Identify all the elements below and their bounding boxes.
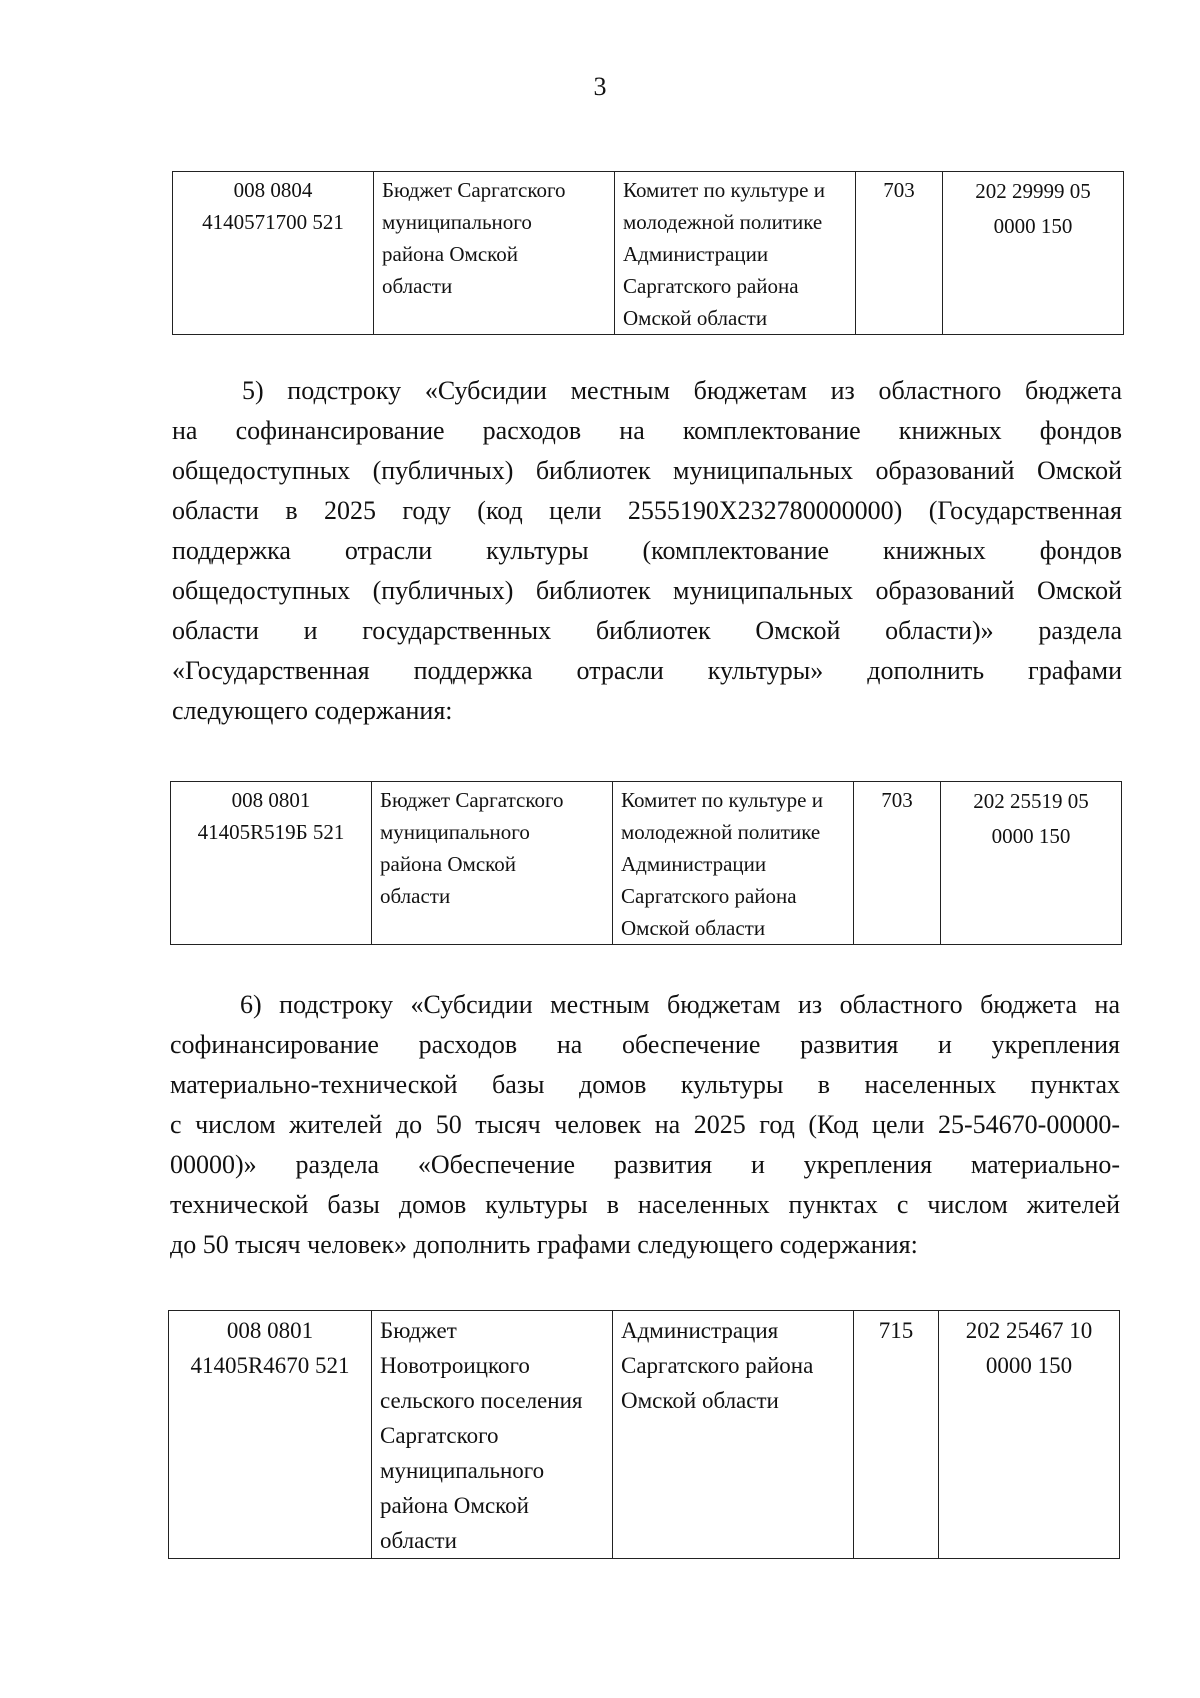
paragraph-line: софинансирование расходов на обеспечение развития и укрепления	[170, 1030, 1120, 1059]
revenue-code-cell: 202 25519 05 0000 150	[941, 782, 1122, 945]
paragraph-line: технической базы домов культуры в населенных пунктах с числом жителей	[170, 1190, 1120, 1219]
budget-table-2	[170, 781, 1122, 945]
table-row	[173, 172, 1124, 335]
budget-table-3	[168, 1310, 1120, 1559]
paragraph-line: материально-технической базы домов культуры в населенных пунктах	[170, 1070, 1120, 1099]
classification-code-cell: 008 0801 41405R519Б 521	[171, 782, 372, 945]
paragraph-item-6	[170, 985, 1120, 1265]
page-number: 3	[593, 72, 607, 101]
paragraph-line: области и государственных библиотек Омской области)» раздела	[172, 616, 1122, 645]
paragraph-line: области в 2025 году (код цели 2555190X232780000000) (Государственная	[172, 496, 1122, 525]
paragraph-line: 5) подстроку «Субсидии местным бюджетам из областного бюджета	[242, 376, 1122, 405]
paragraph-line: 6) подстроку «Субсидии местным бюджетам из областного бюджета на	[240, 990, 1120, 1019]
classification-code-cell: 008 0801 41405R4670 521	[169, 1311, 372, 1559]
administrator-cell: Комитет по культуре и молодежной политике Администрации Саргатского района Омской области	[615, 172, 856, 335]
budget-name-cell: Бюджет Саргатского муниципального района Омской области	[374, 172, 615, 335]
paragraph-line: «Государственная поддержка отрасли культуры» дополнить графами	[172, 656, 1122, 685]
paragraph-line: с числом жителей до 50 тысяч человек на 2025 год (Код цели 25-54670-00000-	[170, 1110, 1120, 1139]
revenue-code-cell: 202 29999 05 0000 150	[943, 172, 1124, 335]
admin-code-cell: 703	[856, 172, 943, 335]
revenue-code-cell: 202 25467 10 0000 150	[939, 1311, 1120, 1559]
table-row	[171, 782, 1122, 945]
classification-code-cell: 008 0804 4140571700 521	[173, 172, 374, 335]
paragraph-line: следующего содержания:	[172, 696, 453, 725]
admin-code-cell: 715	[854, 1311, 939, 1559]
budget-name-cell: Бюджет Саргатского муниципального района Омской области	[372, 782, 613, 945]
administrator-cell: Комитет по культуре и молодежной политике Администрации Саргатского района Омской области	[613, 782, 854, 945]
paragraph-line: поддержка отрасли культуры (комплектование книжных фондов	[172, 536, 1122, 565]
paragraph-line: общедоступных (публичных) библиотек муниципальных образований Омской	[172, 576, 1122, 605]
admin-code-cell: 703	[854, 782, 941, 945]
administrator-cell: Администрация Саргатского района Омской области	[613, 1311, 854, 1559]
paragraph-line: 00000)» раздела «Обеспечение развития и укрепления материально-	[170, 1150, 1120, 1179]
budget-table-1	[172, 171, 1124, 335]
paragraph-line: до 50 тысяч человек» дополнить графами следующего содержания:	[170, 1230, 918, 1259]
table-row	[169, 1311, 1120, 1559]
paragraph-line: на софинансирование расходов на комплектование книжных фондов	[172, 416, 1122, 445]
paragraph-item-5	[172, 371, 1122, 731]
paragraph-line: общедоступных (публичных) библиотек муниципальных образований Омской	[172, 456, 1122, 485]
budget-name-cell: Бюджет Новотроицкого сельского поселения Саргатского муниципального района Омской области	[372, 1311, 613, 1559]
